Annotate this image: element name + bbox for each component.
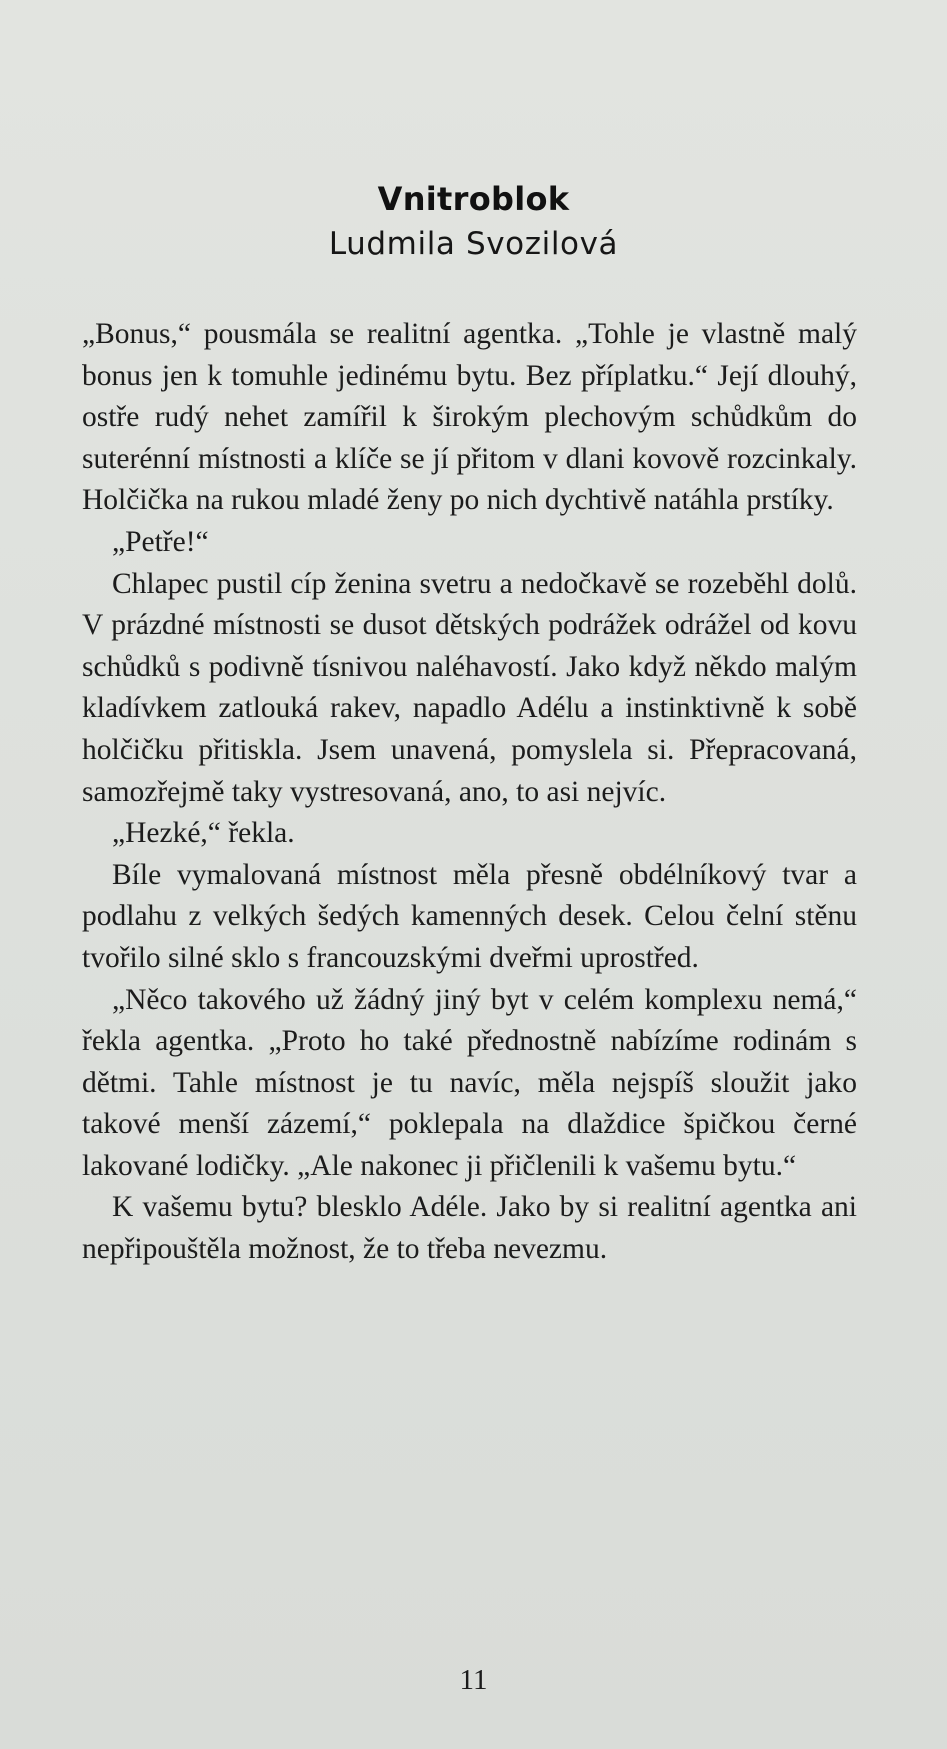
chapter-title: Vnitroblok — [377, 180, 570, 218]
paragraph: „Hezké,“ řekla. — [112, 817, 295, 850]
body-text — [82, 314, 857, 1271]
paragraph: „Bonus,“ pousmála se realitní agentka. „Tohle je vlastně malý bonus jen k tomuhle jedinému bytu. Bez příplatku.“ Její dlouhý, ostře rudý nehet zamířil k širokým plechovým schůdkům do suterénní místnosti a klíče se jí přitom v dlani kovově rozcinkaly. Holčička na rukou mladé ženy po nich dychtivě natáhla prstíky. — [82, 318, 857, 517]
paragraph: K vašemu bytu? blesklo Adéle. Jako by si realitní agentka ani nepřipouštěla možnost, že to třeba nevezmu. — [82, 1191, 857, 1266]
chapter-heading — [0, 176, 947, 266]
paragraph: „Petře!“ — [112, 525, 209, 558]
paragraph: Chlapec pustil cíp ženina svetru a nedočkavě se rozeběhl dolů. V prázdné místnosti se dusot dětských podrážek odrážel od kovu schůdků s podivně tísnivou naléhavostí. Jako když někdo malým kladívkem zatlouká rakev, napadlo Adélu a instinktivně k sobě holčičku přitiskla. Jsem unavená, pomyslela si. Přepracovaná, samozřejmě taky vystresovaná, ano, to asi nejvíc. — [82, 567, 857, 808]
page-number: 11 — [459, 1664, 488, 1696]
author-name: Ludmila Svozilová — [328, 226, 619, 262]
paragraph: „Něco takového už žádný jiný byt v celém komplexu nemá,“ řekla agentka. „Proto ho také přednostně nabízíme rodinám s dětmi. Tahle místnost je tu navíc, měla nejspíš sloužit jako takové menší zázemí,“ poklepala na dlaždice špičkou černé lakované lodičky. „Ale nakonec ji přičlenili k vašemu bytu.“ — [82, 983, 857, 1182]
paragraph: Bíle vymalovaná místnost měla přesně obdélníkový tvar a podlahu z velkých šedých kamenných desek. Celou čelní stěnu tvořilo silné sklo s francouzskými dveřmi uprostřed. — [82, 858, 857, 974]
